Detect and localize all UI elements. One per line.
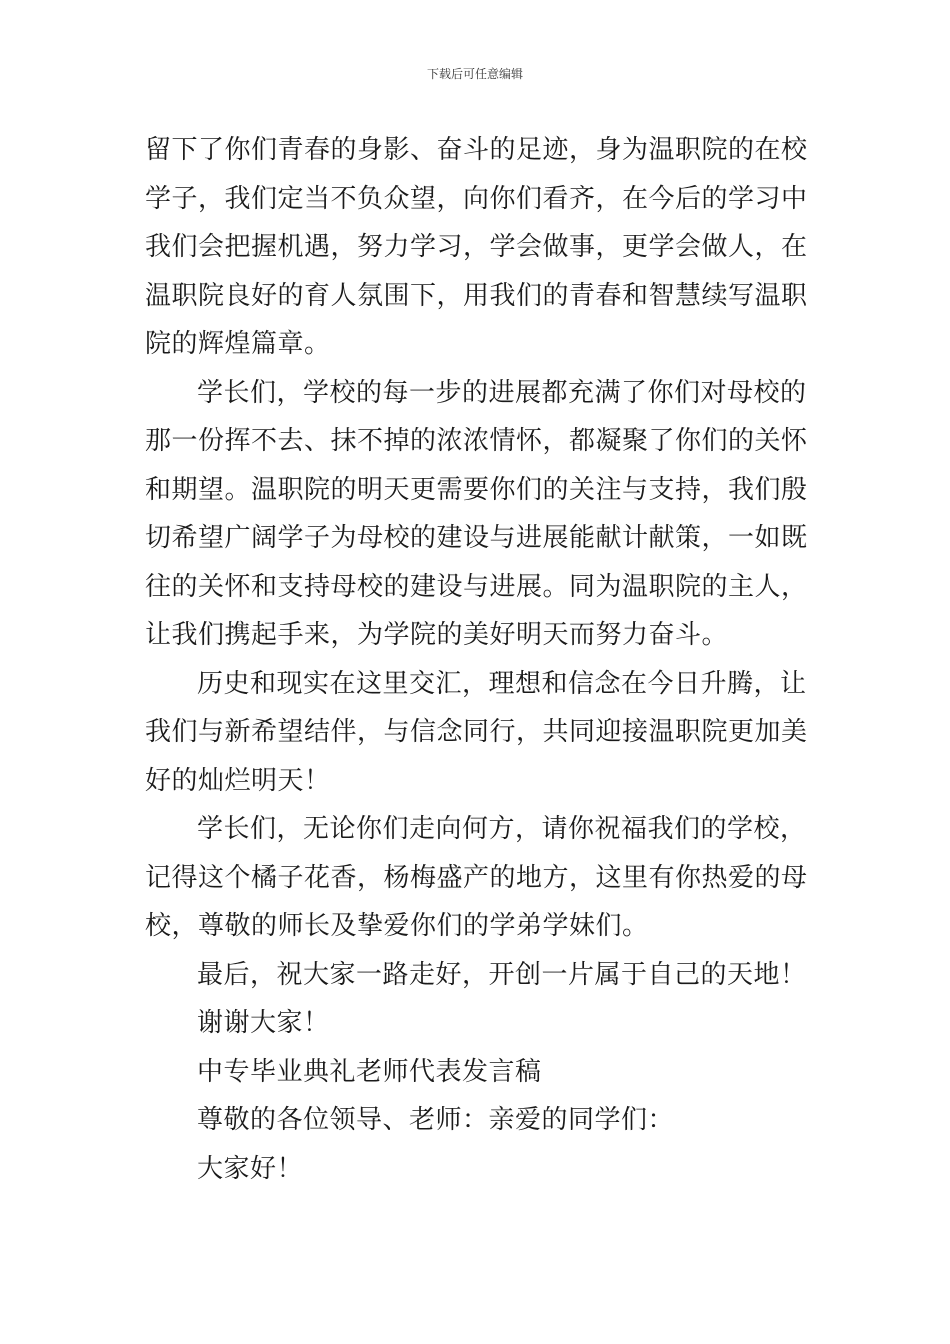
text-line: 谢谢大家！ — [197, 1008, 330, 1038]
text-line: 让我们携起手来，为学院的美好明天而努力奋斗。 — [145, 620, 729, 650]
text-line: 往的关怀和支持母校的建设与进展。同为温职院的主人， — [145, 571, 808, 602]
text-line: 记得这个橘子花香，杨梅盛产的地方，这里有你热爱的母 — [145, 862, 808, 893]
document-body — [145, 126, 808, 1193]
text-line: 院的辉煌篇章。 — [145, 329, 331, 359]
page-header: 下载后可任意编辑 — [426, 67, 523, 81]
text-line: 我们与新希望结伴，与信念同行，共同迎接温职院更加美 — [145, 717, 808, 747]
text-line: 我们会把握机遇，努力学习，学会做事，更学会做人，在 — [145, 232, 808, 262]
text-line: 校，尊敬的师长及挚爱你们的学弟学妹们。 — [145, 911, 649, 941]
text-line: 学子，我们定当不负众望，向你们看齐，在今后的学习中 — [145, 183, 808, 214]
text-line: 学长们，无论你们走向何方，请你祝福我们的学校， — [197, 814, 807, 844]
text-line: 和期望。温职院的明天更需要你们的关注与支持，我们殷 — [145, 474, 808, 505]
text-line: 历史和现实在这里交汇，理想和信念在今日升腾，让 — [197, 668, 807, 699]
text-line: 学长们，学校的每一步的进展都充满了你们对母校的 — [197, 377, 807, 408]
text-line: 切希望广阔学子为母校的建设与进展能献计献策，一如既 — [145, 523, 808, 553]
salutation: 尊敬的各位领导、老师：亲爱的同学们： — [197, 1105, 675, 1135]
text-line: 那一份挥不去、抹不掉的浓浓情怀，都凝聚了你们的关怀 — [145, 426, 808, 456]
text-line: 留下了你们青春的身影、奋斗的足迹，身为温职院的在校 — [145, 135, 808, 165]
greeting: 大家好！ — [197, 1153, 304, 1184]
text-line: 好的灿烂明天！ — [145, 765, 331, 796]
text-line: 温职院良好的育人氛围下，用我们的青春和智慧续写温职 — [145, 280, 808, 311]
text-line: 最后，祝大家一路走好，开创一片属于自己的天地！ — [197, 959, 807, 990]
section-title: 中专毕业典礼老师代表发言稿 — [197, 1056, 542, 1087]
